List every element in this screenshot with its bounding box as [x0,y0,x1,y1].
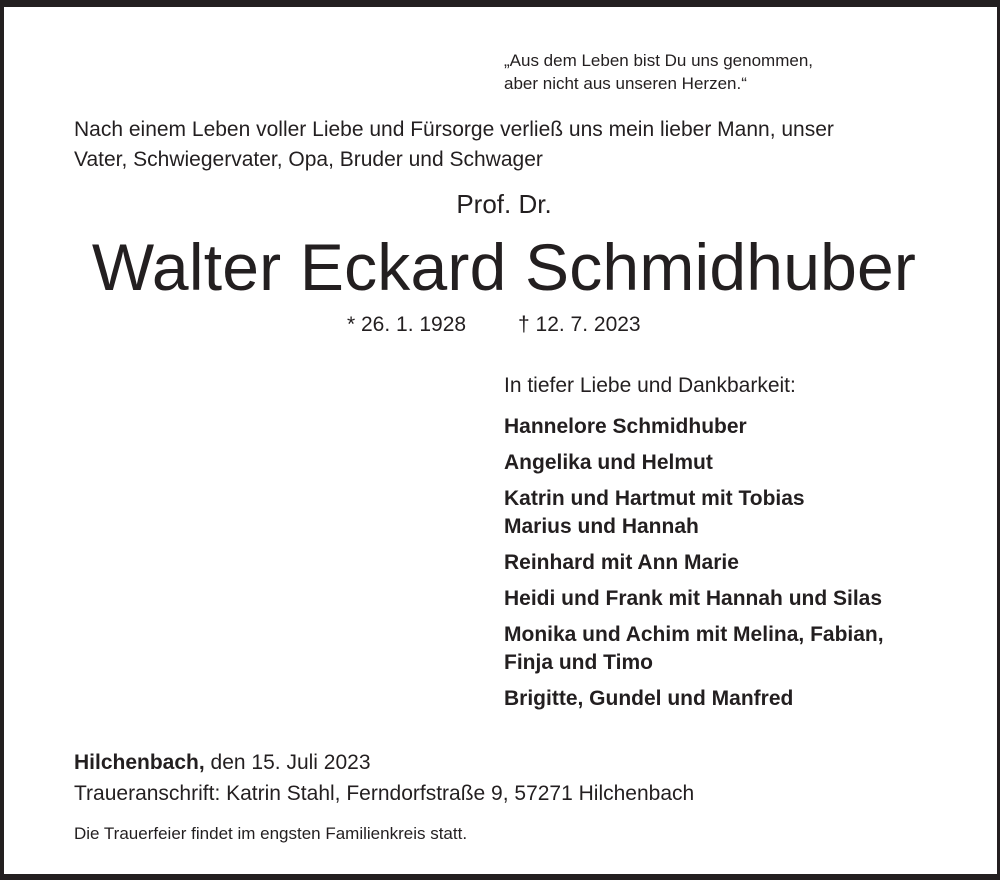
mourner-entry [504,549,974,577]
mourner-entry [504,449,974,477]
quote-line-2: aber nicht aus unseren Herzen.“ [504,74,747,93]
birth-date: * 26. 1. 1928 [347,313,467,336]
mourner-line: Finja und Timo [504,651,653,674]
mourner-entry [504,585,974,613]
mourner-line: Angelika und Helmut [504,451,713,474]
mourner-entry [504,413,974,441]
mourner-line: Hannelore Schmidhuber [504,415,747,438]
mourning-address: Traueranschrift: Katrin Stahl, Ferndorfstraße 9, 57271 Hilchenbach [74,782,695,805]
intro-line-2: Vater, Schwiegervater, Opa, Bruder und Schwager [74,148,543,171]
death-date: † 12. 7. 2023 [518,313,641,336]
mourner-entry [504,485,974,541]
intro-line-1: Nach einem Leben voller Liebe und Fürsorge verließ uns mein lieber Mann, unser [74,118,834,141]
mourners-list [504,413,974,721]
mourner-entry [504,685,974,713]
place-and-date [74,748,371,778]
notice-date: den 15. Juli 2023 [210,751,371,774]
dedication-text: In tiefer Liebe und Dankbarkeit: [504,374,796,397]
memorial-quote [504,49,813,95]
mourner-line: Heidi und Frank mit Hannah und Silas [504,587,883,610]
deceased-name: Walter Eckard Schmidhuber [91,230,917,304]
mourner-line: Monika und Achim mit Melina, Fabian, [504,623,884,646]
quote-line-1: „Aus dem Leben bist Du uns genommen, [504,51,814,70]
mourner-line: Reinhard mit Ann Marie [504,551,739,574]
deceased-title: Prof. Dr. [456,189,552,219]
mourner-line: Marius und Hannah [504,515,699,538]
place-name: Hilchenbach, [74,751,205,774]
funeral-note: Die Trauerfeier findet im engsten Familienkreis statt. [74,824,468,843]
mourner-line: Brigitte, Gundel und Manfred [504,687,794,710]
mourner-entry [504,621,974,677]
mourner-line: Katrin und Hartmut mit Tobias [504,487,805,510]
intro-text [74,115,834,175]
